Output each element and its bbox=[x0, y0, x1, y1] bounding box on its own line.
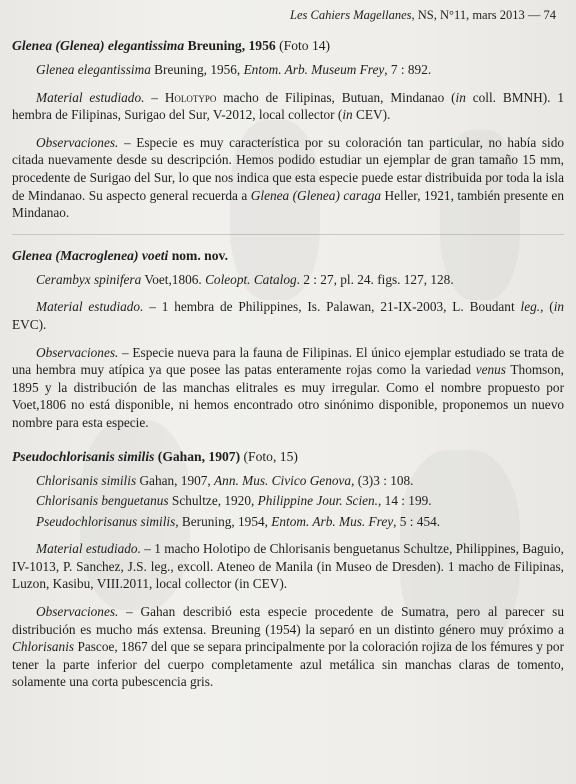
observations-paragraph: Observaciones. – Especie es muy característica por su coloración tan particular, no había sido citada nuevamente desde su descripción. Hemos podido estudiar un ejemplar de gran tamaño 15 mm, procedente de Surigao del Sur, lo que nos indica que esta especie puede estar distribuida por toda la isla de Mindanao. Su aspecto general recuerda a Glenea (Glenea) caraga Heller, 1921, también presente en Mindanao. bbox=[12, 134, 564, 221]
synonym-reference: Cerambyx spinifera Voet,1806. Coleopt. Catalog. 2 : 27, pl. 24. figs. 127, 128. bbox=[36, 271, 454, 287]
species-title-taxon: Glenea (Glenea) elegantissima bbox=[12, 38, 185, 53]
material-paragraph: Material estudiado. – Holotypo macho de Filipinas, Butuan, Mindanao (in coll. BMNH). 1 hembra de Filipinas, Surigao del Sur, V-2012, local collector (in CEV). bbox=[12, 89, 565, 123]
section-divider bbox=[12, 234, 564, 235]
species-title-foto: (Foto, 15) bbox=[240, 448, 298, 464]
synonym-reference: Pseudochlorisanus similis, Beruning, 1954, Entom. Arb. Mus. Frey, 5 : 454. bbox=[36, 513, 441, 529]
synonym-reference: Chlorisanis benguetanus Schultze, 1920, Philippine Jour. Scien., 14 : 199. bbox=[36, 493, 432, 509]
species-title bbox=[12, 247, 564, 264]
synonym-reference: Chlorisanis similis Gahan, 1907, Ann. Mus. Civico Genova, (3)3 : 108. bbox=[36, 472, 414, 488]
observations-paragraph: Observaciones. – Especie nueva para la fauna de Filipinas. El único ejemplar estudiado se trata de una hembra muy atípica ya que posee las patas enteramente rojas como la variedad venus Thomson, 1895 y la distribución de las manchas elitrales es muy irregular. Como el nombre propuesto por Voet,1806 no está disponible, ni hemos encontrado otro sinónimo disponible, proponemos un nuevo nombre para esta especie. bbox=[12, 344, 564, 430]
running-header bbox=[12, 8, 564, 23]
synonym-reference: Glenea elegantissima Breuning, 1956, Entom. Arb. Museum Frey, 7 : 892. bbox=[36, 62, 432, 77]
journal-name: Les Cahiers Magellanes bbox=[290, 8, 412, 22]
species-title-taxon: Glenea (Macroglenea) voeti bbox=[12, 247, 169, 263]
material-paragraph: Material estudiado. – 1 macho Holotipo de Chlorisanis benguetanus Schultze, Philippines, Baguio, IV-1013, P. Sanchez, J.S. leg., excoll. Ateneo de Manila (in Museo de Dresden). 1 macho de Filipinas, Luzon, Kasibu, VIII.2011, local collector (in CEV). bbox=[12, 541, 564, 592]
species-title-foto: (Foto 14) bbox=[275, 38, 331, 53]
species-title bbox=[12, 448, 564, 465]
material-paragraph: Material estudiado. – 1 hembra de Philippines, Is. Palawan, 21-IX-2003, L. Boudant leg., (in EVC). bbox=[12, 299, 565, 332]
section-gap bbox=[12, 432, 564, 448]
species-title bbox=[12, 37, 564, 54]
issue-info: , NS, N°11, mars 2013 — 74 bbox=[411, 8, 556, 22]
species-title-author: (Gahan, 1907) bbox=[154, 448, 241, 464]
species-title-author: Breuning, 1956 bbox=[184, 38, 276, 53]
species-title-author: nom. nov. bbox=[168, 247, 228, 263]
species-section bbox=[12, 448, 564, 692]
observations-paragraph: Observaciones. – Gahan describió esta especie procedente de Sumatra, pero al parecer su distribución es mucho más extensa. Breuning (1954) la separó en un distinto género muy próximo a Chlorisanis Pascoe, 1867 del que se separa principalmente por la coloración rojiza de los fémures y por tener la parte inferior del cuerpo completamente azul metálica sin manchas claras de tomento, solamente una corta pubescencia gris. bbox=[12, 604, 564, 690]
species-section bbox=[12, 247, 564, 432]
species-title-taxon: Pseudochlorisanis similis bbox=[12, 448, 155, 464]
species-section bbox=[12, 37, 564, 222]
